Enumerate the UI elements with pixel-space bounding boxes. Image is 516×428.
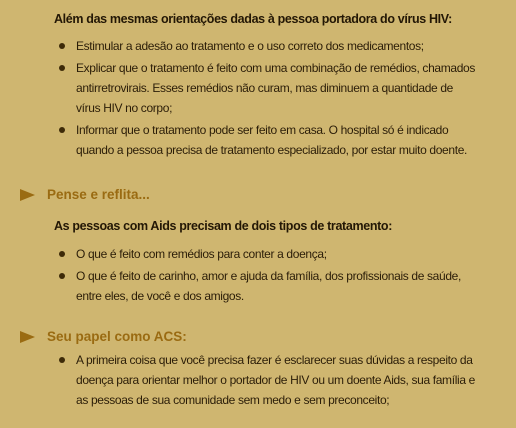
bullet-icon bbox=[59, 127, 65, 133]
bullet-icon bbox=[59, 357, 65, 363]
block-title: As pessoas com Aids precisam de dois tipos de tratamento: bbox=[54, 219, 393, 233]
list-item-text: Explicar que o tratamento é feito com uma combinação de remédios, chamados antirretrovirais. Esses remédios não curam, mas diminuem a quantidade de vírus HIV no corpo; bbox=[76, 61, 475, 115]
bullet-list bbox=[56, 350, 476, 412]
section-heading bbox=[20, 329, 187, 344]
list-item-text: O que é feito de carinho, amor e ajuda da família, dos profissionais de saúde, entre eles, de você e dos amigos. bbox=[76, 269, 461, 303]
section-heading-text: Pense e reflita... bbox=[47, 187, 150, 202]
arrow-right-icon bbox=[20, 189, 35, 201]
list-item bbox=[56, 350, 476, 410]
list-item-text: A primeira coisa que você precisa fazer é esclarecer suas dúvidas a respeito da doença para orientar melhor o portador de HIV ou um doente Aids, sua família e as pessoas de sua comunidade sem medo e sem preconceito; bbox=[76, 353, 475, 407]
list-item bbox=[56, 244, 476, 264]
list-item bbox=[56, 120, 476, 160]
list-item-text: Estimular a adesão ao tratamento e o uso correto dos medicamentos; bbox=[76, 39, 424, 53]
section-heading-text: Seu papel como ACS: bbox=[47, 329, 187, 344]
section-heading bbox=[20, 187, 150, 202]
list-item bbox=[56, 36, 476, 56]
block-title: Além das mesmas orientações dadas à pessoa portadora do vírus HIV: bbox=[54, 12, 452, 26]
bullet-icon bbox=[59, 65, 65, 71]
arrow-right-icon bbox=[20, 331, 35, 343]
list-item bbox=[56, 266, 476, 306]
list-item-text: O que é feito com remédios para conter a doença; bbox=[76, 247, 327, 261]
bullet-list bbox=[56, 36, 476, 162]
bullet-icon bbox=[59, 273, 65, 279]
list-item bbox=[56, 58, 476, 118]
bullet-icon bbox=[59, 251, 65, 257]
bullet-icon bbox=[59, 43, 65, 49]
list-item-text: Informar que o tratamento pode ser feito em casa. O hospital só é indicado quando a pessoa precisa de tratamento especializado, por estar muito doente. bbox=[76, 123, 467, 157]
bullet-list bbox=[56, 244, 476, 308]
